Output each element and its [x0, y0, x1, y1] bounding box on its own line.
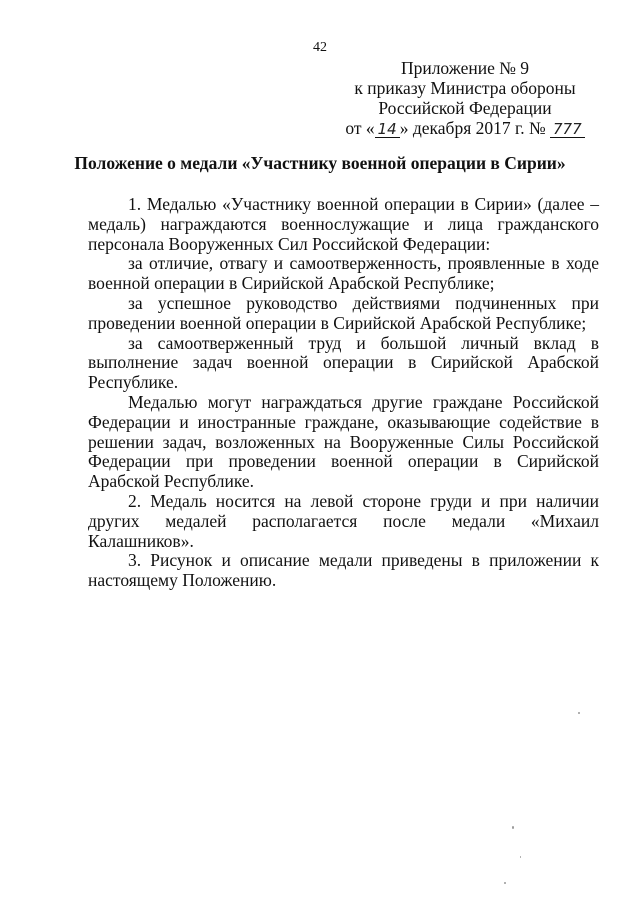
paragraph-2: за отличие, отвагу и самоотверженность, проявленные в ходе военной операции в Сирийской Арабской Республике;	[88, 253, 599, 294]
date-prefix: от «	[345, 118, 375, 138]
paragraph-4: за самоотверженный труд и большой личный вклад в выполнение задач военной операции в Сирийской Арабской Республике.	[88, 332, 599, 393]
handwritten-day: 14	[375, 122, 400, 138]
federation-name: Российской Федерации	[378, 98, 552, 118]
document-title: Положение о медали «Участнику военной операции в Сирии»	[74, 153, 566, 173]
date-middle: » декабря 2017 г. №	[399, 118, 551, 138]
scan-speck	[512, 826, 514, 829]
document-body	[88, 195, 599, 591]
order-reference: к приказу Министра обороны	[354, 78, 576, 98]
scan-speck	[578, 712, 580, 714]
paragraph-7: 3. Рисунок и описание медали приведены в приложении к настоящему Положению.	[88, 550, 599, 591]
appendix-label: Приложение № 9	[400, 58, 530, 78]
paragraph-6: 2. Медаль носится на левой стороне груди и при наличии других медалей располагается после медали «Михаил Калашников».	[88, 490, 599, 551]
paragraph-5: Медалью могут награждаться другие граждане Российской Федерации и иностранные граждане, оказывающие содействие в решении задач, возложенных на Вооруженные Силы Российской Федерации при проведении военной операции в Сирийской Арабской Республике.	[88, 391, 599, 492]
paragraph-1: 1. Медалью «Участнику военной операции в Сирии» (далее – медаль) награждаются военнослужащие и лица гражданского персонала Вооруженных Сил Российской Федерации:	[88, 194, 599, 254]
page-number: 42	[313, 40, 327, 55]
scan-speck	[520, 856, 521, 858]
handwritten-order-number: 777	[550, 122, 585, 138]
order-date-line	[330, 118, 600, 138]
scan-speck	[504, 882, 506, 884]
appendix-header	[330, 58, 600, 138]
paragraph-3: за успешное руководство действиями подчиненных при проведении военной операции в Сирийской Арабской Республике;	[88, 292, 599, 333]
